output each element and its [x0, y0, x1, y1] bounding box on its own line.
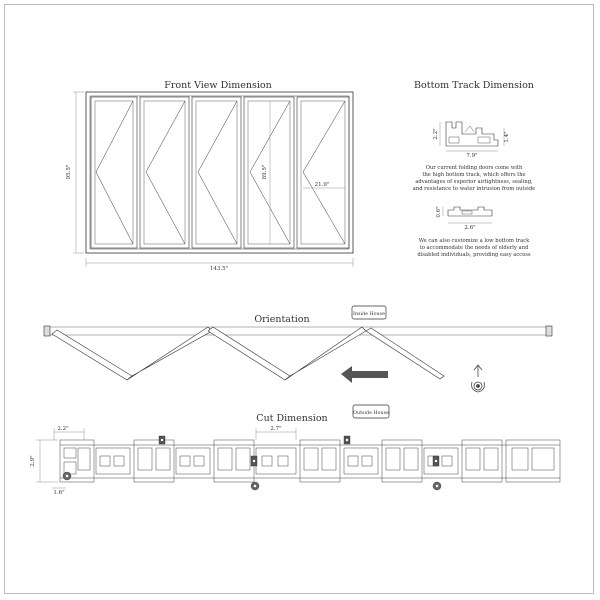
low-track-note-line: disabled individuals, providing easy access — [417, 252, 531, 258]
cut-left-bottom-label: 1.6" — [53, 490, 65, 496]
low-track-note-line: We can also customize a low bottom track — [418, 238, 530, 244]
hinge-icon — [251, 456, 257, 466]
profile-block — [462, 440, 502, 482]
profile-block — [382, 440, 422, 482]
cut-left-height-label: 2.9" — [30, 455, 36, 467]
low-track-height-label: 0.6" — [436, 206, 442, 218]
bottom-track-title: Bottom Track Dimension — [414, 80, 534, 91]
hinge-icon — [344, 436, 350, 444]
high-track-side-label: 1.4" — [504, 131, 510, 143]
profile-block — [300, 440, 340, 482]
high-track-note — [413, 165, 535, 192]
door-panel — [192, 97, 241, 248]
hinge-icon — [433, 456, 439, 466]
high-bottom-track-profile — [446, 122, 498, 146]
cut-dimension-title: Cut Dimension — [256, 413, 328, 424]
front-width-label: 143.5" — [209, 266, 229, 272]
profile-block — [96, 448, 130, 474]
front-view-title: Front View Dimension — [164, 80, 272, 91]
front-view-door — [86, 92, 353, 253]
handle-knob-icon — [63, 472, 71, 480]
door-panel — [91, 97, 137, 248]
profile-block — [256, 448, 296, 474]
profile-block — [344, 448, 378, 474]
low-track-width-label: 2.6" — [464, 225, 476, 231]
profile-block — [134, 440, 174, 482]
high-track-note-line: the high bottom track, which offers the — [422, 172, 526, 178]
low-bottom-track-profile — [448, 207, 492, 216]
cut-mid-top-label: 2.7" — [270, 426, 282, 432]
cut-left-top-label: 2.2" — [57, 426, 69, 432]
profile-block — [214, 440, 254, 482]
high-track-height-label: 2.2" — [433, 128, 439, 140]
profile-block — [506, 440, 560, 482]
front-dimension-lines — [73, 92, 353, 267]
front-inner-height-label: 89.5" — [262, 164, 268, 180]
high-track-note-line: advantages of superior airtightness, sealing, — [415, 179, 533, 185]
direction-arrow — [341, 366, 388, 383]
profile-section-strip — [60, 440, 560, 482]
high-track-note-line: and resistance to water intrusion from outside — [412, 186, 536, 192]
inside-house-tag — [352, 306, 386, 319]
high-track-note-line: Our current folding doors come with — [425, 165, 523, 171]
door-panel — [244, 97, 294, 248]
folding-door-plan — [44, 326, 552, 380]
inside-house-label: Inside House — [353, 312, 385, 317]
low-track-note-line: to accommodate the needs of elderly and — [419, 245, 529, 251]
front-height-label: 95.5" — [66, 164, 72, 180]
orientation-title: Orientation — [254, 314, 310, 325]
profile-block — [424, 448, 458, 474]
hinge-icon — [159, 436, 165, 444]
handle-knob-icon — [433, 482, 441, 490]
front-panel-width-label: 21.9" — [314, 182, 330, 188]
profile-block — [176, 448, 210, 474]
door-panel — [140, 97, 189, 248]
handle-icon — [472, 365, 485, 392]
low-track-note — [417, 238, 531, 258]
handle-knob-icon — [251, 482, 259, 490]
outside-house-tag — [353, 405, 389, 418]
outside-house-label: Outside House — [353, 411, 389, 416]
door-panel — [297, 97, 349, 248]
high-track-width-label: 7.9" — [466, 153, 478, 159]
